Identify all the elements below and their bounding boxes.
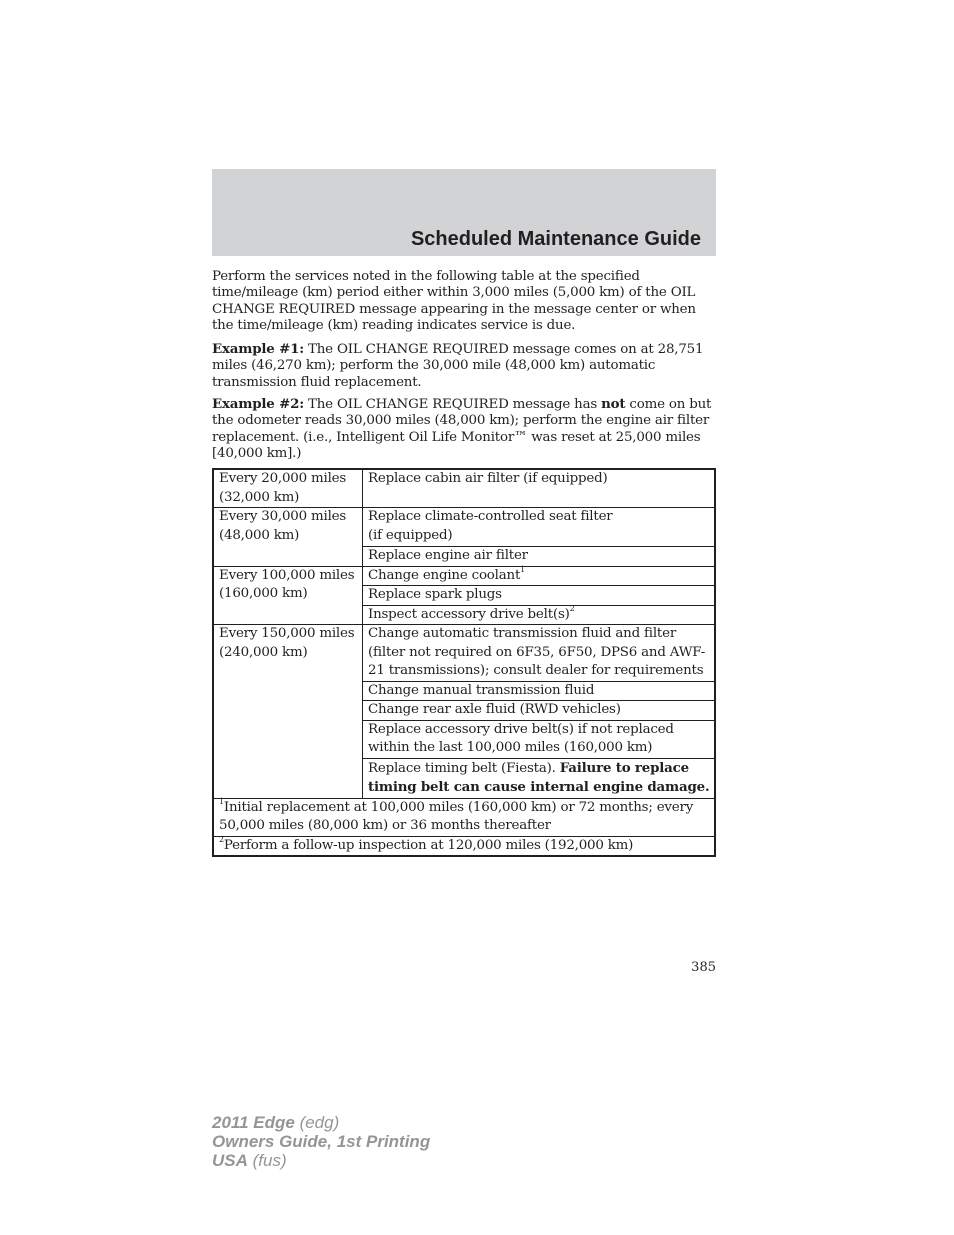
interval-cell: Every 100,000 miles (160,000 km)	[213, 566, 363, 625]
service-cell: Replace cabin air filter (if equipped)	[363, 469, 716, 508]
example-1-label: Example #1:	[212, 341, 304, 357]
example-2-paragraph	[212, 396, 718, 462]
service-text-line: (if equipped)	[368, 527, 453, 543]
section-header-band	[212, 169, 716, 256]
service-text: Inspect accessory drive belt(s)	[368, 606, 570, 622]
service-text: Change engine coolant	[368, 567, 521, 583]
footnote-ref: 1	[520, 565, 526, 575]
footnote-text: Initial replacement at 100,000 miles (160,000 km) or 72 months; every 50,000 miles (80,000 km) or 36 months thereafter	[219, 799, 694, 833]
example-2-emphasis: not	[601, 396, 626, 412]
service-text-line: Replace climate-controlled seat filter	[368, 509, 613, 524]
table-row	[213, 625, 715, 682]
footnote-mark: 2	[219, 835, 224, 845]
intro-text: Perform the services noted in the following table at the specified time/mileage (km) period either within 3,000 miles (5,000 km) of the OIL CHANGE REQUIRED message appearing in the message center or when the time/mileage (km) reading indicates service is due.	[212, 269, 696, 333]
footer-line-guide	[212, 1132, 430, 1151]
interval-cell: Every 20,000 miles (32,000 km)	[213, 469, 363, 508]
table-row	[213, 469, 715, 508]
service-cell: Replace engine air filter	[363, 547, 716, 567]
intro-paragraph	[212, 269, 718, 334]
service-cell	[363, 566, 716, 586]
service-cell: Change manual transmission fluid	[363, 681, 716, 701]
service-cell: Replace spark plugs	[363, 586, 716, 606]
footer-model: 2011 Edge	[212, 1113, 295, 1132]
footer-market-code: (fus)	[247, 1151, 287, 1170]
table-row	[213, 508, 715, 547]
service-cell	[363, 508, 716, 547]
service-cell	[363, 605, 716, 625]
table-row	[213, 566, 715, 586]
section-title: Scheduled Maintenance Guide	[410, 228, 701, 250]
example-1-text: The OIL CHANGE REQUIRED message comes on at 28,751 miles (46,270 km); perform the 30,000 mile (48,000 km) automatic transmission fluid replacement.	[212, 342, 704, 390]
footer-model-code: (edg)	[294, 1113, 340, 1132]
example-2-text-after: come on but the odometer reads 30,000 miles (48,000 km); perform the engine air filter replacement. (i.e., Intelligent Oil Life Monitor™ was reset at 25,000 miles [40,000 km].)	[212, 397, 712, 461]
service-cell: Change rear axle fluid (RWD vehicles)	[363, 701, 716, 721]
page-number: 385	[691, 960, 716, 975]
footnote-ref: 2	[569, 604, 575, 614]
service-cell	[363, 758, 716, 798]
footnote-cell	[213, 836, 715, 856]
timing-belt-warning: Failure to replace timing belt can cause internal engine damage.	[368, 759, 710, 795]
document-footer	[212, 1113, 430, 1170]
maintenance-schedule-table	[212, 468, 716, 857]
example-1-paragraph	[212, 341, 718, 391]
footnote-cell	[213, 798, 715, 836]
example-2-text-before: The OIL CHANGE REQUIRED message has	[303, 397, 602, 412]
footnote-mark: 1	[219, 797, 224, 807]
footnote-text: Perform a follow-up inspection at 120,000 miles (192,000 km)	[223, 837, 634, 853]
service-cell: Replace accessory drive belt(s) if not replaced within the last 100,000 miles (160,000 km)	[363, 720, 716, 758]
footer-market: USA	[212, 1151, 248, 1170]
service-text: Replace timing belt (Fiesta).	[368, 760, 560, 776]
footer-guide: Owners Guide, 1st Printing	[212, 1132, 431, 1151]
interval-cell: Every 150,000 miles (240,000 km)	[213, 625, 363, 799]
example-2-label: Example #2:	[212, 396, 304, 412]
footer-line-market	[212, 1151, 430, 1170]
service-cell: Change automatic transmission fluid and filter (filter not required on 6F35, 6F50, DPS6 and AWF-21 transmissions); consult dealer for requirements	[363, 625, 716, 682]
footer-line-model	[212, 1113, 430, 1132]
interval-cell: Every 30,000 miles (48,000 km)	[213, 508, 363, 567]
footnote-row	[213, 836, 715, 856]
footnote-row	[213, 798, 715, 836]
